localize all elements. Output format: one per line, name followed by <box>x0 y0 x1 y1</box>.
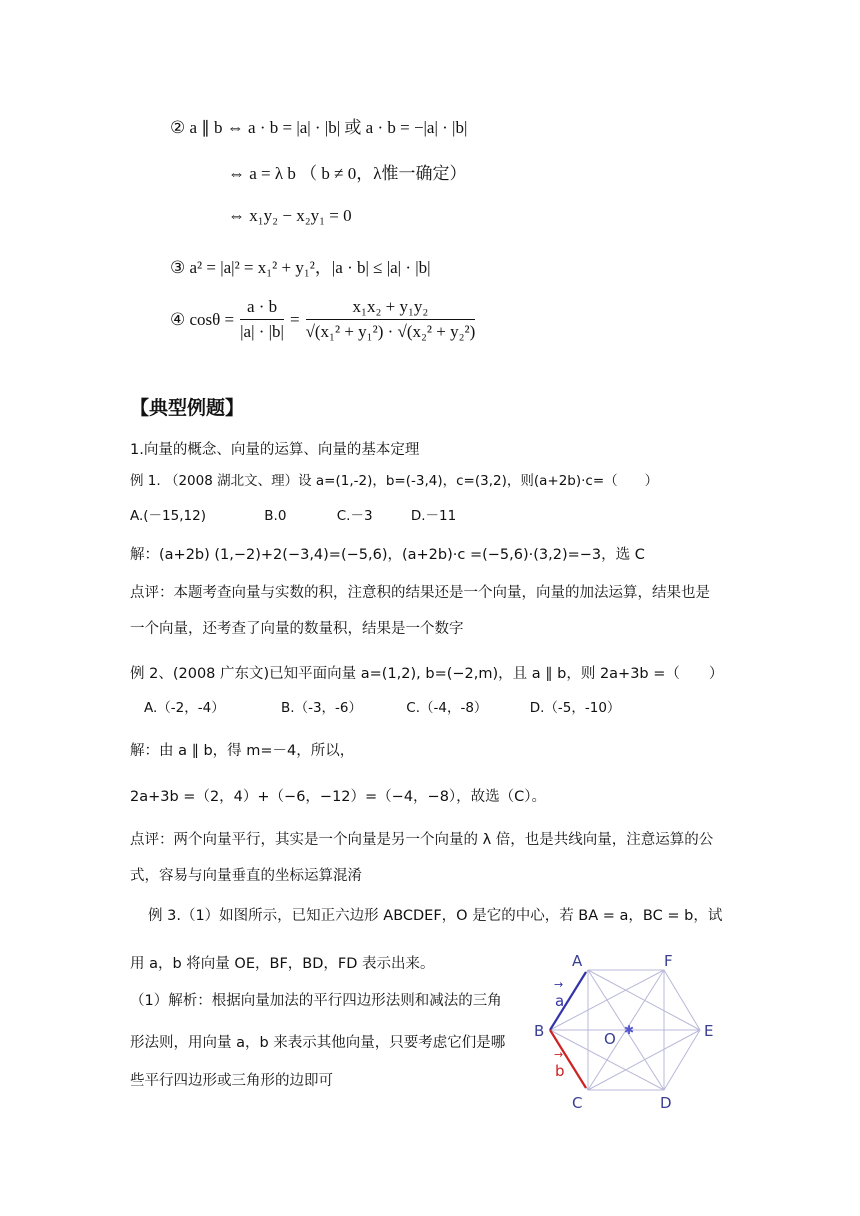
formula-4-den-1: |a| · |b| <box>240 322 284 341</box>
example-2-comment-line-1: 点评：两个向量平行，其实是一个向量是另一个向量的 λ 倍，也是共线向量，注意运算的公 <box>130 832 714 848</box>
vertex-label-c: C <box>572 1094 583 1112</box>
hexagon-figure <box>528 948 728 1112</box>
example-2-options <box>144 698 620 718</box>
vertex-label-a: A <box>572 952 583 970</box>
example-3-line-1: 例 3.（1）如图所示，已知正六边形 ABCDEF，O 是它的中心，若 BA = a，BC = b，试 <box>148 908 723 924</box>
formula-2-line-2: ⇔ a = λ b （ b ≠ 0，λ惟一确定） <box>228 164 467 183</box>
center-label-o: O <box>604 1030 616 1048</box>
section-heading: 【典型例题】 <box>130 397 245 419</box>
vector-a-arrow-icon: → <box>554 978 564 991</box>
formula-4 <box>170 297 475 342</box>
formula-3-line: ③ a² = |a|² = x₁² + y₁²，|a · b| ≤ |a| · |b| <box>170 258 431 277</box>
example-1-solution: 解：(a+2b) (1,−2)+2(−3,4)=(−5,6)，(a+2b)·c =(−5,6)·(3,2)=−3，选 C <box>130 547 645 563</box>
formula-4-eq: = <box>289 309 300 329</box>
vertex-label-f: F <box>664 952 673 970</box>
example-2-option-b: B.（-3，-6） <box>281 700 362 716</box>
example-1-option-c: C.－3 <box>336 508 373 524</box>
example-1-options <box>130 506 456 526</box>
example-1-option-d: D.－11 <box>410 508 457 524</box>
example-2-comment-line-2: 式，容易与向量垂直的坐标运算混淆 <box>130 868 362 884</box>
example-3-analysis-line-3: 些平行四边形或三角形的边即可 <box>130 1073 333 1089</box>
vector-a-label: a <box>555 992 565 1010</box>
vertex-label-d: D <box>660 1094 672 1112</box>
formula-4-label: ④ cosθ = <box>170 309 235 329</box>
center-mark: ✱ <box>624 1023 635 1037</box>
example-2-option-a: A.（-2，-4） <box>144 700 225 716</box>
example-3-line-2: 用 a，b 将向量 OE，BF，BD，FD 表示出来。 <box>130 956 435 972</box>
diagonal-ae <box>588 970 700 1030</box>
vertex-label-b: B <box>534 1022 545 1040</box>
example-3-analysis-line-2: 形法则，用向量 a，b 来表示其他向量，只要考虑它们是哪 <box>130 1035 506 1051</box>
formula-2-line-3: ⇔ x₁y₂ − x₂y₁ = 0 <box>228 206 352 225</box>
example-1-question: 例 1. （2008 湖北文、理）设 a=(1,-2)，b=(-3,4)，c=(3,2)，则(a+2b)·c=（ ） <box>130 473 659 489</box>
example-3-analysis-line-1: （1）解析：根据向量加法的平行四边形法则和减法的三角 <box>130 993 502 1009</box>
vertex-label-e: E <box>704 1022 714 1040</box>
example-2-option-d: D.（-5，-10） <box>529 700 621 716</box>
example-1-option-a: A.(－15,12) <box>130 508 206 524</box>
vector-b-label: b <box>555 1062 565 1080</box>
diagonal-bf <box>550 970 664 1030</box>
formula-4-frac-2 <box>306 297 476 342</box>
formula-4-num-1: a · b <box>240 297 284 320</box>
formula-4-num-2: x₁x₂ + y₁y₂ <box>306 297 476 320</box>
topic-1-title: 1.向量的概念、向量的运算、向量的基本定理 <box>130 442 420 458</box>
example-2-solution-line-1: 解：由 a ∥ b，得 m=－4，所以， <box>130 743 355 759</box>
example-1-comment-line-2: 一个向量，还考查了向量的数量积，结果是一个数字 <box>130 621 464 637</box>
example-1-option-b: B.0 <box>264 508 287 524</box>
formula-4-den-2: √(x₁² + y₁²) · √(x₂² + y₂²) <box>305 322 476 341</box>
formula-2-line-1: ② a ∥ b ⇔ a · b = |a| · |b| 或 a · b = −|a| · |b| <box>170 118 468 137</box>
example-1-comment-line-1: 点评：本题考查向量与实数的积，注意积的结果还是一个向量，向量的加法运算，结果也是 <box>130 585 710 601</box>
example-2-option-c: C.（-4，-8） <box>406 700 488 716</box>
vector-b-arrow-icon: → <box>554 1048 564 1061</box>
example-2-question: 例 2、(2008 广东文)已知平面向量 a=(1,2), b=(−2,m)，且 a ∥ b，则 2a+3b =（ ） <box>130 666 724 682</box>
formula-4-frac-1 <box>240 297 284 342</box>
example-2-solution-line-2: 2a+3b =（2，4）+（−6，−12）=（−4，−8），故选（C）。 <box>130 789 547 805</box>
